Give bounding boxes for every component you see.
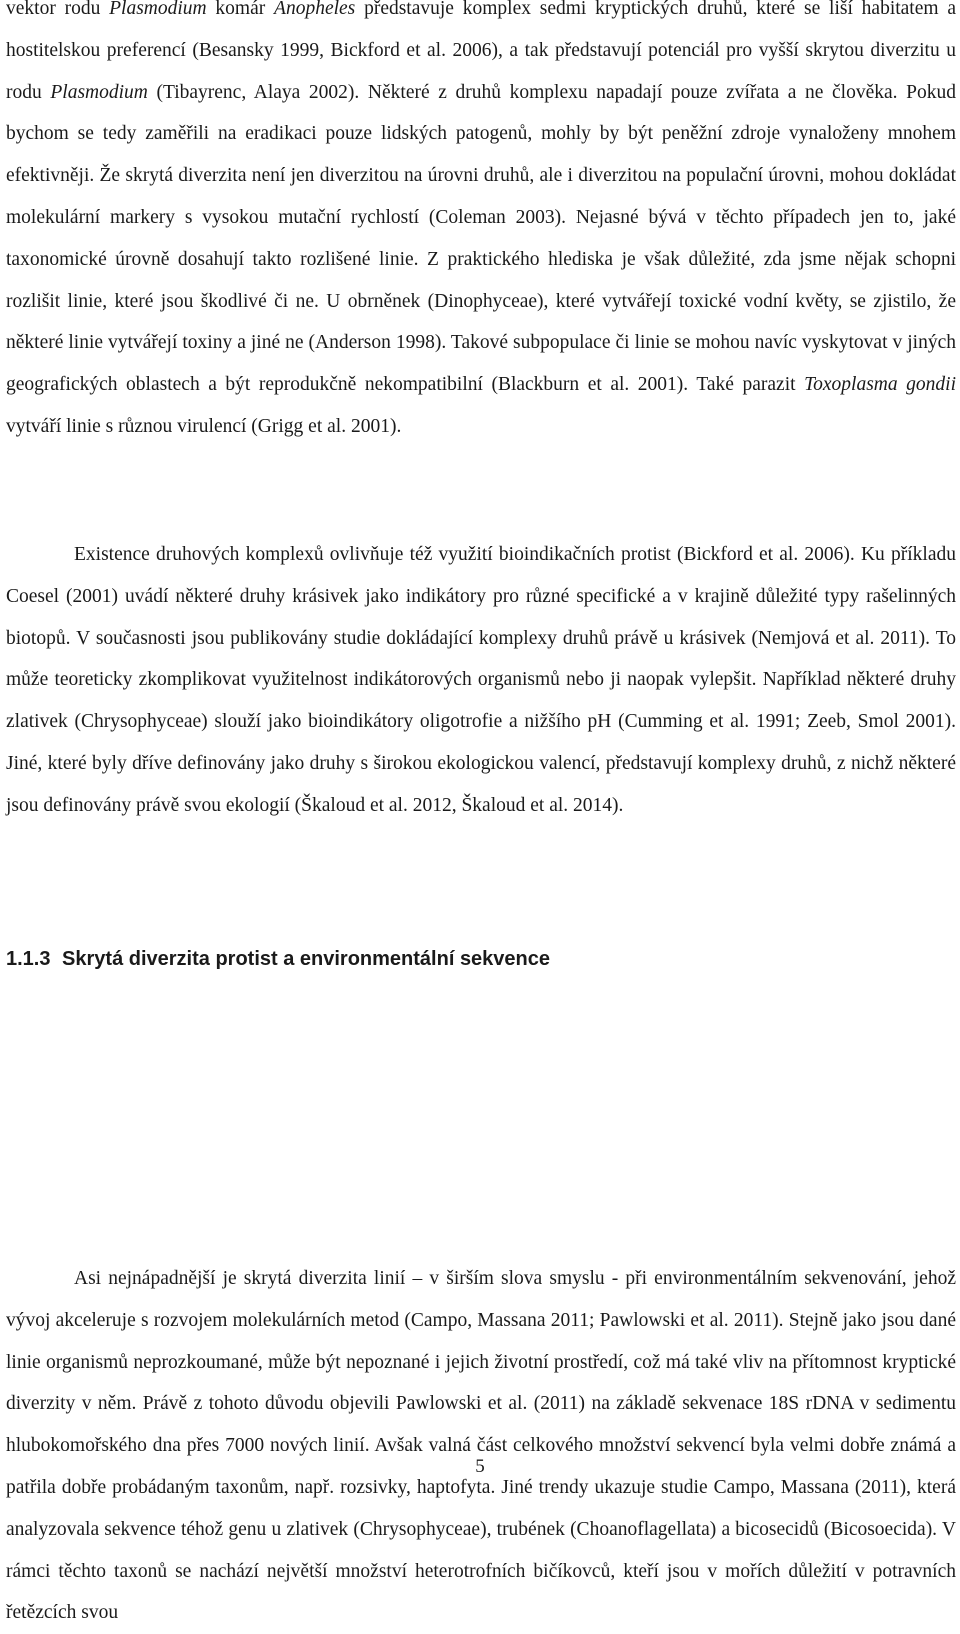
text-run: komár (206, 0, 275, 19)
genus-name-italic: Plasmodium (50, 81, 148, 103)
section-heading (6, 945, 550, 973)
page-number: 5 (475, 1456, 485, 1477)
body-paragraph-1 (6, 0, 956, 448)
section-number: 1.1.3 (6, 948, 51, 970)
species-name-italic: Toxoplasma gondii (804, 374, 956, 396)
body-paragraph-2: Existence druhových komplexů ovlivňuje též využití bioindikačních protist (Bickford et al. 2006). Ku příkladu Coesel (2001) uvádí některé druhy krásivek jako indikátory pro různé specifické a v krajině důležité typy rašelinných biotopů. V současnosti jsou publikovány studie dokládající komplexy druhů právě u krásivek (Nemjová et al. 2011). To může teoreticky zkomplikovat využitelnost indikátorových organismů nebo ji naopak vylepšit. Například některé druhy zlativek (Chrysophyceae) slouží jako bioindikátory oligotrofie a nižšího pH (Cumming et al. 1991; Zeeb, Smol 2001). Jiné, které byly dříve definovány jako druhy s širokou ekologickou valencí, představují komplexy druhů, z nichž některé jsou definovány právě svou ekologií (Škaloud et al. 2012, Škaloud et al. 2014). (6, 544, 956, 816)
text-run: vytváří linie s různou virulencí (Grigg et al. 2001). (6, 415, 402, 437)
text-run: vektor rodu (6, 0, 110, 19)
text-run: představuje komplex sedmi kryptických druhů, které se liší habitatem a hostitelskou preferencí (Besansky 1999, Bickford et al. 2006), a tak představují potenciál pro vyšší skrytou diverzitu u rodu (6, 0, 956, 103)
genus-name-italic: Plasmodium (109, 0, 207, 19)
section-title: Skrytá diverzita protist a environmentální sekvence (62, 948, 551, 970)
body-paragraph-3: Asi nejnápadnější je skrytá diverzita linií – v širším slova smyslu - při environmentálním sekvenování, jehož vývoj akceleruje s rozvojem molekulárních metod (Campo, Massana 2011; Pawlowski et al. 2011). Stejně jako jsou dané linie organismů neprozkoumané, může být nepoznané i jejich životní prostředí, což má také vliv na přítomnost kryptické diverzity v něm. Právě z tohoto důvodu objevili Pawlowski et al. (2011) na základě sekvenace 18S rDNA v sedimentu hlubokomořského dna přes 7000 nových linií. Avšak valná část celkového množství sekvencí byla velmi dobře známá a patřila dobře probádaným taxonům, např. rozsivky, haptofyta. Jiné trendy ukazuje studie Campo, Massana (2011), která analyzovala sekvence téhož genu u zlativek (Chrysophyceae), trubének (Choanoflagellata) a bicosecidů (Bicosoecida). V rámci těchto taxonů se nachází největší množství heterotrofních bičíkovců, kteří jsou v mořích důležití v potravních řetězcích svou (6, 1268, 956, 1624)
text-run: (Tibayrenc, Alaya 2002). Některé z druhů komplexu napadají pouze zvířata a ne člověka. Pokud bychom se tedy zaměřili na eradikaci pouze lidských patogenů, mohly by být peněžní zdroje vynaloženy mnohem efektivněji. Že skrytá diverzita není jen diverzitou na úrovni druhů, ale i diverzitou na populační úrovni, mohou dokládat molekulární markery s vysokou mutační rychlostí (Coleman 2003). Nejasné bývá v těchto případech jen to, jaké taxonomické úrovně dosahují takto rozlišené linie. Z praktického hlediska je však důležité, zda jsme nějak schopni rozlišit linie, které jsou škodlivé či ne. U obrněnek (Dinophyceae), které vytvářejí toxické vodní květy, se zjistilo, že některé linie vytvářejí toxiny a jiné ne (Anderson 1998). Takové subpopulace či linie se mohou navíc vyskytovat v jiných geografických oblastech a být reprodukčně nekompatibilní (Blackburn et al. 2001). Také parazit (6, 81, 956, 396)
genus-name-italic: Anopheles (274, 0, 356, 19)
